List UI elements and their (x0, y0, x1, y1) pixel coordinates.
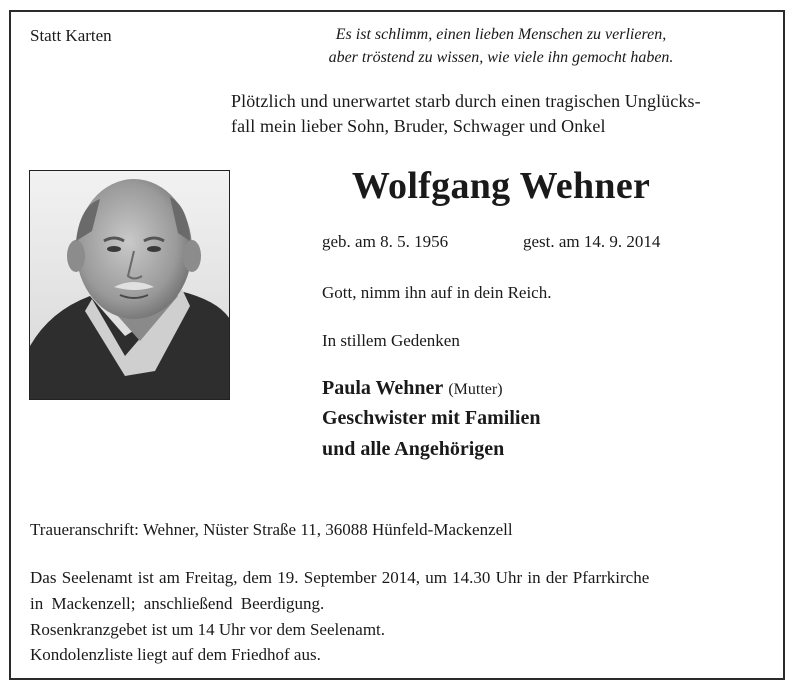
prayer-line: Gott, nimm ihn auf in dein Reich. (322, 283, 552, 302)
quote-line-1: Es ist schlimm, einen lieben Menschen zu verlieren, (335, 26, 667, 43)
mourning-address: Traueranschrift: Wehner, Nüster Straße 11, 36088 Hünfeld-Mackenzell (30, 520, 513, 539)
deceased-name: Wolfgang Wehner (351, 165, 651, 207)
service-line-3: Rosenkranzgebet ist um 14 Uhr vor dem Seelenamt. (30, 620, 386, 639)
service-line-4: Kondolenzliste liegt auf dem Friedhof aus. (30, 645, 321, 664)
quote-line-2: aber tröstend zu wissen, wie viele ihn gemocht haben. (328, 49, 674, 66)
death-date: gest. am 14. 9. 2014 (523, 232, 661, 251)
statt-karten-label: Statt Karten (30, 26, 112, 45)
intro-line-2: fall mein lieber Sohn, Bruder, Schwager und Onkel (231, 116, 606, 136)
birth-date: geb. am 8. 5. 1956 (322, 232, 449, 251)
mourner-siblings: Geschwister mit Familien (322, 407, 541, 429)
mourner-relatives: und alle Angehörigen (322, 438, 505, 460)
service-line-1: Das Seelenamt ist am Freitag, dem 19. September 2014, um 14.30 Uhr in der Pfarrkirche (30, 568, 650, 587)
mourner-mother (322, 377, 503, 400)
intro-line-1: Plötzlich und unerwartet starb durch einen tragischen Unglücks- (231, 91, 701, 111)
memory-line: In stillem Gedenken (322, 331, 460, 350)
service-line-2: in Mackenzell; anschließend Beerdigung. (30, 594, 325, 613)
mother-relation: (Mutter) (448, 381, 503, 398)
mother-name: Paula Wehner (322, 377, 444, 399)
portrait-photo (29, 170, 230, 400)
